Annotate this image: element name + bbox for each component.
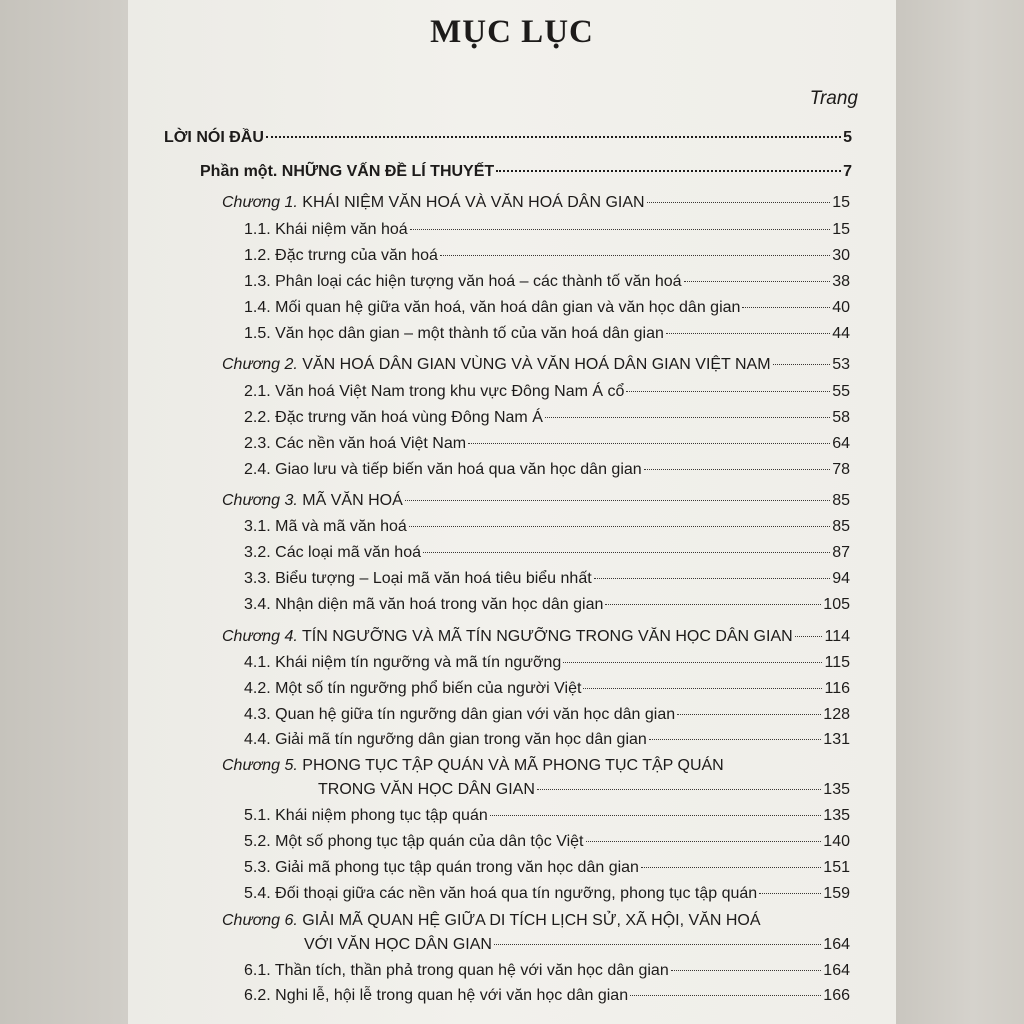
- toc-entry-section: [244, 324, 850, 346]
- toc-entry-label: TRONG VĂN HỌC DÂN GIAN: [318, 781, 535, 798]
- toc-entry-page: 85: [832, 518, 850, 535]
- toc-entry-label: 1.5. Văn học dân gian – một thành tố của văn hoá dân gian: [244, 325, 664, 342]
- chapter-prefix: Chương 2.: [222, 356, 298, 373]
- toc-entry-label: LỜI NÓI ĐẦU: [164, 129, 264, 146]
- toc-leader-dots: [563, 662, 822, 663]
- toc-entry-label: 2.1. Văn hoá Việt Nam trong khu vực Đông Nam Á cổ: [244, 383, 625, 400]
- toc-entry-page: 85: [832, 492, 850, 509]
- book-page: [128, 0, 896, 1024]
- toc-entry-label: [222, 355, 771, 375]
- toc-entry-label: [222, 193, 645, 213]
- toc-entry-section: [244, 382, 850, 404]
- toc-leader-dots: [773, 364, 831, 365]
- toc-entry-section: [244, 408, 850, 430]
- toc-entry-label: 4.1. Khái niệm tín ngưỡng và mã tín ngưỡng: [244, 654, 562, 671]
- toc-entry-section: [244, 460, 850, 482]
- toc-leader-dots: [677, 714, 821, 715]
- toc-entry-page: 128: [823, 706, 850, 723]
- toc-entry-chapter-5-line-2: [318, 780, 850, 802]
- toc-leader-dots: [605, 604, 821, 605]
- toc-entry-page: 53: [832, 356, 850, 373]
- chapter-title: GIẢI MÃ QUAN HỆ GIỮA DI TÍCH LỊCH SỬ, XÃ HỘI, VĂN HOÁ: [297, 912, 761, 929]
- toc-entry-page: 164: [823, 962, 850, 979]
- toc-entry-section: [244, 730, 850, 752]
- toc-entry-label: VỚI VĂN HỌC DÂN GIAN: [304, 936, 492, 953]
- toc-entry-page: 55: [832, 383, 850, 400]
- toc-entry-page: 115: [824, 654, 850, 671]
- toc-entry-page: 64: [832, 435, 850, 452]
- chapter-title: KHÁI NIỆM VĂN HOÁ VÀ VĂN HOÁ DÂN GIAN: [297, 194, 645, 211]
- toc-entry-page: 140: [823, 833, 850, 850]
- page-gutter-left: [0, 0, 128, 1024]
- toc-entry-page: 78: [832, 461, 850, 478]
- toc-entry-chapter-6-line-2: [304, 935, 850, 957]
- toc-entry-label: Phần một. NHỮNG VẤN ĐỀ LÍ THUYẾT: [200, 163, 495, 180]
- toc-entry-section: [244, 806, 850, 828]
- chapter-title: TÍN NGƯỠNG VÀ MÃ TÍN NGƯỠNG TRONG VĂN HỌC DÂN GIAN: [297, 628, 793, 645]
- toc-entry-label: [222, 627, 793, 647]
- toc-leader-dots: [666, 333, 830, 334]
- toc-entry-label: 6.2. Nghi lễ, hội lễ trong quan hệ với văn học dân gian: [244, 987, 629, 1004]
- toc-entry-section: [244, 653, 850, 675]
- toc-entry-chapter-4: [222, 627, 850, 649]
- toc-entry-page: 94: [832, 570, 850, 587]
- toc-entry-chapter-3: [222, 491, 850, 513]
- toc-leader-dots: [630, 995, 821, 996]
- chapter-prefix: Chương 3.: [222, 492, 298, 509]
- toc-entry-label: 2.4. Giao lưu và tiếp biến văn hoá qua văn học dân gian: [244, 461, 642, 478]
- toc-leader-dots: [496, 170, 841, 172]
- toc-entry-label: 5.2. Một số phong tục tập quán của dân tộc Việt: [244, 833, 584, 850]
- toc-leader-dots: [742, 307, 830, 308]
- toc-entry-chapter-5-line-1: [222, 756, 724, 776]
- toc-leader-dots: [684, 281, 831, 282]
- toc-entry-page: 38: [832, 273, 850, 290]
- toc-entry-page: 164: [823, 936, 850, 953]
- toc-entry-page: 105: [823, 596, 850, 613]
- toc-leader-dots: [468, 443, 830, 444]
- toc-entry-page: 58: [832, 409, 850, 426]
- toc-entry-section: [244, 543, 850, 565]
- toc-entry-chapter-1: [222, 193, 850, 215]
- toc-leader-dots: [545, 417, 830, 418]
- toc-entry-page: 116: [824, 680, 850, 697]
- toc-entry-page: 15: [832, 194, 850, 211]
- toc-entry-page: 114: [824, 628, 850, 645]
- toc-leader-dots: [586, 841, 822, 842]
- toc-entry-section: [244, 595, 850, 617]
- toc-entry-page: 135: [823, 781, 850, 798]
- toc-entry-label: 1.2. Đặc trưng của văn hoá: [244, 247, 438, 264]
- page-gutter-right: [896, 0, 1024, 1024]
- chapter-title: MÃ VĂN HOÁ: [297, 492, 403, 509]
- toc-entry-page: 30: [832, 247, 850, 264]
- chapter-prefix: Chương 1.: [222, 194, 298, 211]
- toc-entry-page: 159: [823, 885, 850, 902]
- toc-leader-dots: [644, 469, 831, 470]
- chapter-prefix: Chương 6.: [222, 912, 298, 929]
- toc-entry-page: 7: [843, 163, 852, 180]
- toc-leader-dots: [409, 526, 830, 527]
- toc-leader-dots: [583, 688, 822, 689]
- toc-entry-label: 2.2. Đặc trưng văn hoá vùng Đông Nam Á: [244, 409, 543, 426]
- toc-entry-label: 3.4. Nhận diện mã văn hoá trong văn học dân gian: [244, 596, 604, 613]
- chapter-title: VĂN HOÁ DÂN GIAN VÙNG VÀ VĂN HOÁ DÂN GIAN VIỆT NAM: [297, 356, 771, 373]
- toc-entry-label: 1.3. Phân loại các hiện tượng văn hoá – các thành tố văn hoá: [244, 273, 682, 290]
- page-column-label: Trang: [809, 88, 858, 109]
- toc-leader-dots: [647, 202, 831, 203]
- toc-leader-dots: [410, 229, 831, 230]
- toc-entry-section: [244, 832, 850, 854]
- toc-entry-page: 87: [832, 544, 850, 561]
- toc-leader-dots: [649, 739, 821, 740]
- toc-leader-dots: [641, 867, 821, 868]
- toc-entry-label: 3.3. Biểu tượng – Loại mã văn hoá tiêu biểu nhất: [244, 570, 592, 587]
- toc-leader-dots: [626, 391, 830, 392]
- toc-entry-page: 151: [823, 859, 850, 876]
- toc-entry-section: [244, 246, 850, 268]
- toc-leader-dots: [494, 944, 821, 945]
- toc-leader-dots: [671, 970, 822, 971]
- toc-entry-section: [244, 569, 850, 591]
- toc-entry-chapter-6-line-1: [222, 911, 761, 931]
- toc-entry-preface: [164, 128, 852, 150]
- toc-leader-dots: [490, 815, 822, 816]
- toc-entry-label: 6.1. Thần tích, thần phả trong quan hệ với văn học dân gian: [244, 962, 669, 979]
- toc-leader-dots: [795, 636, 823, 637]
- toc-entry-section: [244, 220, 850, 242]
- toc-entry-page: 44: [832, 325, 850, 342]
- toc-leader-dots: [266, 136, 841, 138]
- toc-entry-section: [244, 272, 850, 294]
- toc-entry-part-one: [200, 162, 852, 184]
- toc-entry-label: 5.1. Khái niệm phong tục tập quán: [244, 807, 488, 824]
- toc-entry-section: [244, 705, 850, 727]
- toc-entry-section: [244, 884, 850, 906]
- toc-entry-page: 15: [832, 221, 850, 238]
- chapter-prefix: Chương 5.: [222, 757, 298, 774]
- toc-entry-section: [244, 517, 850, 539]
- toc-entry-chapter-2: [222, 355, 850, 377]
- toc-entry-label: 4.3. Quan hệ giữa tín ngưỡng dân gian với văn học dân gian: [244, 706, 676, 723]
- toc-entry-page: 166: [823, 987, 850, 1004]
- toc-leader-dots: [594, 578, 831, 579]
- toc-leader-dots: [759, 893, 821, 894]
- toc-entry-section: [244, 298, 850, 320]
- toc-entry-label: 5.3. Giải mã phong tục tập quán trong văn học dân gian: [244, 859, 639, 876]
- toc-entry-section: [244, 961, 850, 983]
- chapter-title: PHONG TỤC TẬP QUÁN VÀ MÃ PHONG TỤC TẬP QUÁN: [297, 757, 724, 774]
- toc-leader-dots: [405, 500, 830, 501]
- page-title: MỤC LỤC: [430, 14, 594, 50]
- toc-entry-section: [244, 679, 850, 701]
- chapter-prefix: Chương 4.: [222, 628, 298, 645]
- toc-leader-dots: [537, 789, 821, 790]
- toc-entry-label: 1.1. Khái niệm văn hoá: [244, 221, 408, 238]
- toc-entry-page: 5: [843, 129, 852, 146]
- toc-leader-dots: [423, 552, 830, 553]
- toc-entry-label: 4.4. Giải mã tín ngưỡng dân gian trong văn học dân gian: [244, 731, 647, 748]
- toc-entry-label: 5.4. Đối thoại giữa các nền văn hoá qua tín ngưỡng, phong tục tập quán: [244, 885, 758, 902]
- toc-entry-page: 40: [832, 299, 850, 316]
- toc-entry-label: 1.4. Mối quan hệ giữa văn hoá, văn hoá dân gian và văn học dân gian: [244, 299, 741, 316]
- toc-entry-label: [222, 491, 403, 511]
- toc-entry-label: 3.2. Các loại mã văn hoá: [244, 544, 421, 561]
- toc-entry-page: 135: [823, 807, 850, 824]
- toc-entry-section: [244, 434, 850, 456]
- toc-entry-label: 2.3. Các nền văn hoá Việt Nam: [244, 435, 467, 452]
- toc-entry-page: 131: [823, 731, 850, 748]
- toc-entry-label: 4.2. Một số tín ngưỡng phổ biến của người Việt: [244, 680, 582, 697]
- toc-entry-section: [244, 986, 850, 1008]
- toc-leader-dots: [440, 255, 830, 256]
- toc-entry-label: 3.1. Mã và mã văn hoá: [244, 518, 407, 535]
- toc-entry-section: [244, 858, 850, 880]
